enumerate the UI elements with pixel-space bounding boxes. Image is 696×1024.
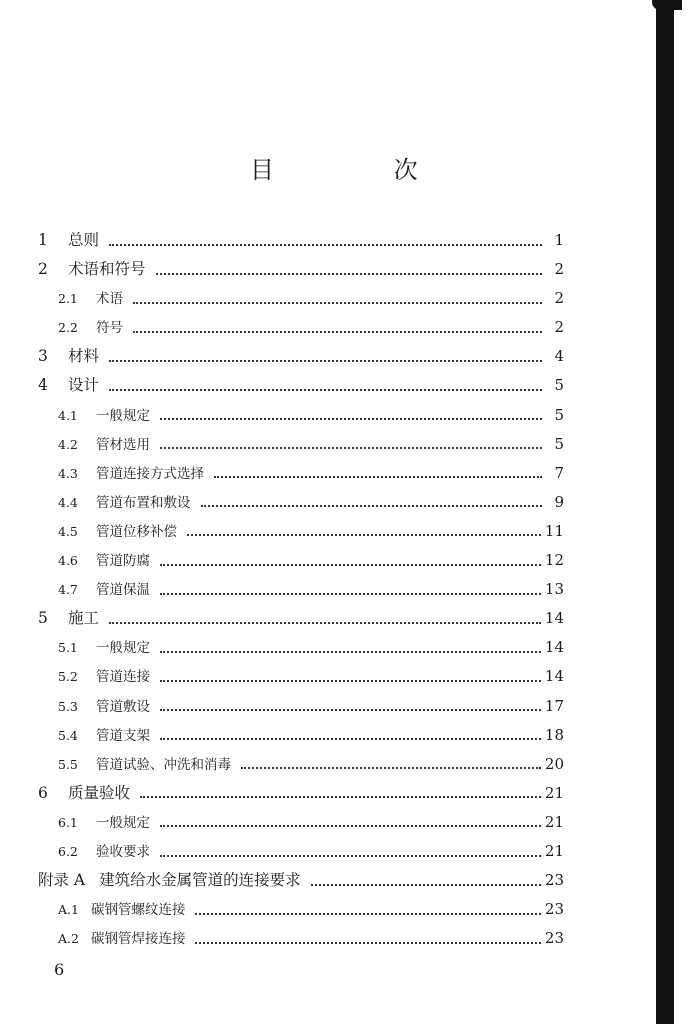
dot-leader [160,855,541,857]
toc-entry-number: A.2 [58,931,79,947]
binding-edge [656,6,674,1024]
toc-entry[interactable] [38,779,564,808]
toc-entry[interactable] [38,750,564,779]
toc-entry[interactable] [38,488,564,517]
toc-entry[interactable] [38,546,564,575]
toc-entry-page: 23 [544,900,564,919]
toc-entry-label: 材料 [68,347,100,366]
toc-entry-page: 5 [554,434,564,453]
toc-entry[interactable] [38,430,564,459]
toc-entry-number: 5.1 [58,640,78,656]
toc-entry-page: 21 [544,812,564,831]
toc-entry-page: 2 [554,260,564,279]
dot-leader [160,564,541,566]
toc-entry-label: 管道布置和敷设 [96,494,191,511]
dot-leader [109,360,542,362]
toc-entry-page: 18 [544,725,564,744]
dot-leader [133,302,542,304]
toc-entry[interactable] [38,604,564,633]
dot-leader [160,447,542,449]
toc-entry-label: 一般规定 [96,640,150,657]
toc-entry[interactable] [38,662,564,691]
toc-entry-page: 20 [544,754,564,773]
toc-entry-page: 14 [544,638,564,657]
dot-leader [109,244,542,246]
toc-entry-label: 碳钢管焊接连接 [90,931,186,948]
toc-entry[interactable] [38,692,564,721]
toc-entry-label: 碳钢管螺纹连接 [90,902,186,919]
dot-leader [160,680,541,682]
toc-entry-page: 11 [544,521,564,540]
toc-entry-label: 术语和符号 [68,260,146,279]
toc-entry-page: 5 [554,376,564,395]
dot-leader [109,389,542,391]
dot-leader [311,884,541,886]
toc-entry[interactable] [38,721,564,750]
toc-entry-number: 4.6 [58,553,78,569]
toc-entry[interactable] [38,517,564,546]
toc-entry-label: 管道试验、冲洗和消毒 [96,756,231,773]
toc-entry-label: 管材选用 [96,436,150,453]
toc-entry-number: 3 [38,347,48,366]
dot-leader [160,709,541,711]
toc-entry-page: 21 [544,841,564,860]
toc-entry[interactable] [38,313,564,342]
dot-leader [160,738,541,740]
page-edge [650,0,696,1024]
dot-leader [187,534,541,536]
toc-entry-number: 2.1 [58,291,78,307]
toc-entry-page: 12 [544,551,564,570]
toc-entry-page: 17 [544,696,564,715]
dot-leader [109,622,541,624]
toc-entry-label: 管道敷设 [96,698,150,715]
toc-entry-number: 4.5 [58,523,78,539]
toc-entry-page: 13 [544,580,564,599]
toc-entry-number: 4.3 [58,465,78,481]
toc-entry-number: 2 [38,260,48,279]
toc-entry-page: 21 [544,783,564,802]
dot-leader [140,796,541,798]
toc-entry-label: 总则 [68,231,100,249]
toc-entry[interactable] [38,342,564,371]
toc-entry-page: 14 [544,609,564,628]
toc-entry-number: 6 [38,783,48,802]
toc-entry-label: 一般规定 [96,814,150,831]
toc-entry-page: 9 [554,492,564,511]
toc-entry[interactable] [38,575,564,604]
toc-entry-number: 4.7 [58,582,78,598]
toc-entry[interactable] [38,633,564,662]
dot-leader [195,942,540,944]
table-of-contents [38,226,564,953]
toc-entry-label: 一般规定 [96,407,150,424]
toc-entry[interactable] [38,226,564,255]
toc-entry-page: 4 [554,347,564,366]
toc-entry[interactable] [38,459,564,488]
toc-entry-number: 4.4 [58,494,78,510]
toc-entry-number: 2.2 [58,320,78,336]
page-number: 6 [54,960,65,979]
toc-entry-number: 4 [38,376,48,395]
toc-entry-page: 7 [554,463,564,482]
toc-entry-number: 6.1 [58,814,78,830]
toc-entry-page: 23 [544,871,564,890]
toc-entry-page: 1 [554,231,564,249]
toc-entry-number: 5.5 [58,756,78,772]
dot-leader [160,825,541,827]
toc-entry-number: 5.3 [58,698,78,714]
toc-entry-number: 5.4 [58,727,78,743]
toc-entry[interactable] [38,401,564,430]
dot-leader [241,767,541,769]
toc-entry-label: 管道位移补偿 [96,523,177,540]
toc-entry[interactable] [38,255,564,284]
toc-entry-label: 符号 [96,320,123,337]
toc-entry-label: 管道防腐 [96,553,150,570]
toc-entry[interactable] [38,866,564,895]
toc-entry-label: 设计 [68,376,100,395]
toc-entry-label: 管道连接方式选择 [96,465,204,482]
toc-entry-number: 5 [38,609,48,628]
toc-entry-label: 管道保温 [96,582,150,599]
toc-entry-number: 1 [38,231,48,249]
toc-entry-number: A.1 [58,902,79,918]
toc-entry-page: 14 [544,667,564,686]
toc-entry-page: 2 [554,289,564,308]
toc-entry-label: 验收要求 [96,843,150,860]
toc-entry-label: 建筑给水金属管道的连接要求 [99,871,301,890]
toc-entry-label: 施工 [68,609,100,628]
toc-entry-page: 2 [554,318,564,337]
toc-entry[interactable] [38,284,564,313]
toc-entry-page: 23 [544,929,564,948]
dot-leader [156,273,542,275]
toc-entry-label: 质量验收 [68,783,131,802]
toc-entry-number: 6.2 [58,843,78,859]
toc-entry-label: 术语 [96,291,123,308]
toc-entry[interactable] [38,924,564,953]
toc-entry-number: 5.2 [58,669,78,685]
toc-entry-number: 4.1 [58,407,78,423]
dot-leader [160,418,542,420]
toc-entry-label: 管道连接 [96,669,150,686]
toc-entry[interactable] [38,837,564,866]
toc-entry[interactable] [38,895,564,924]
dot-leader [214,476,542,478]
toc-entry-label: 管道支架 [96,727,150,744]
toc-entry-number: 4.2 [58,436,78,452]
dot-leader [201,505,543,507]
toc-entry-page: 5 [554,405,564,424]
dot-leader [160,651,541,653]
toc-entry[interactable] [38,808,564,837]
toc-entry[interactable] [38,371,564,400]
dot-leader [133,331,542,333]
dot-leader [195,913,540,915]
toc-title: 目 次 [250,156,474,184]
dot-leader [160,593,541,595]
toc-entry-number: 附录 A [38,871,86,890]
